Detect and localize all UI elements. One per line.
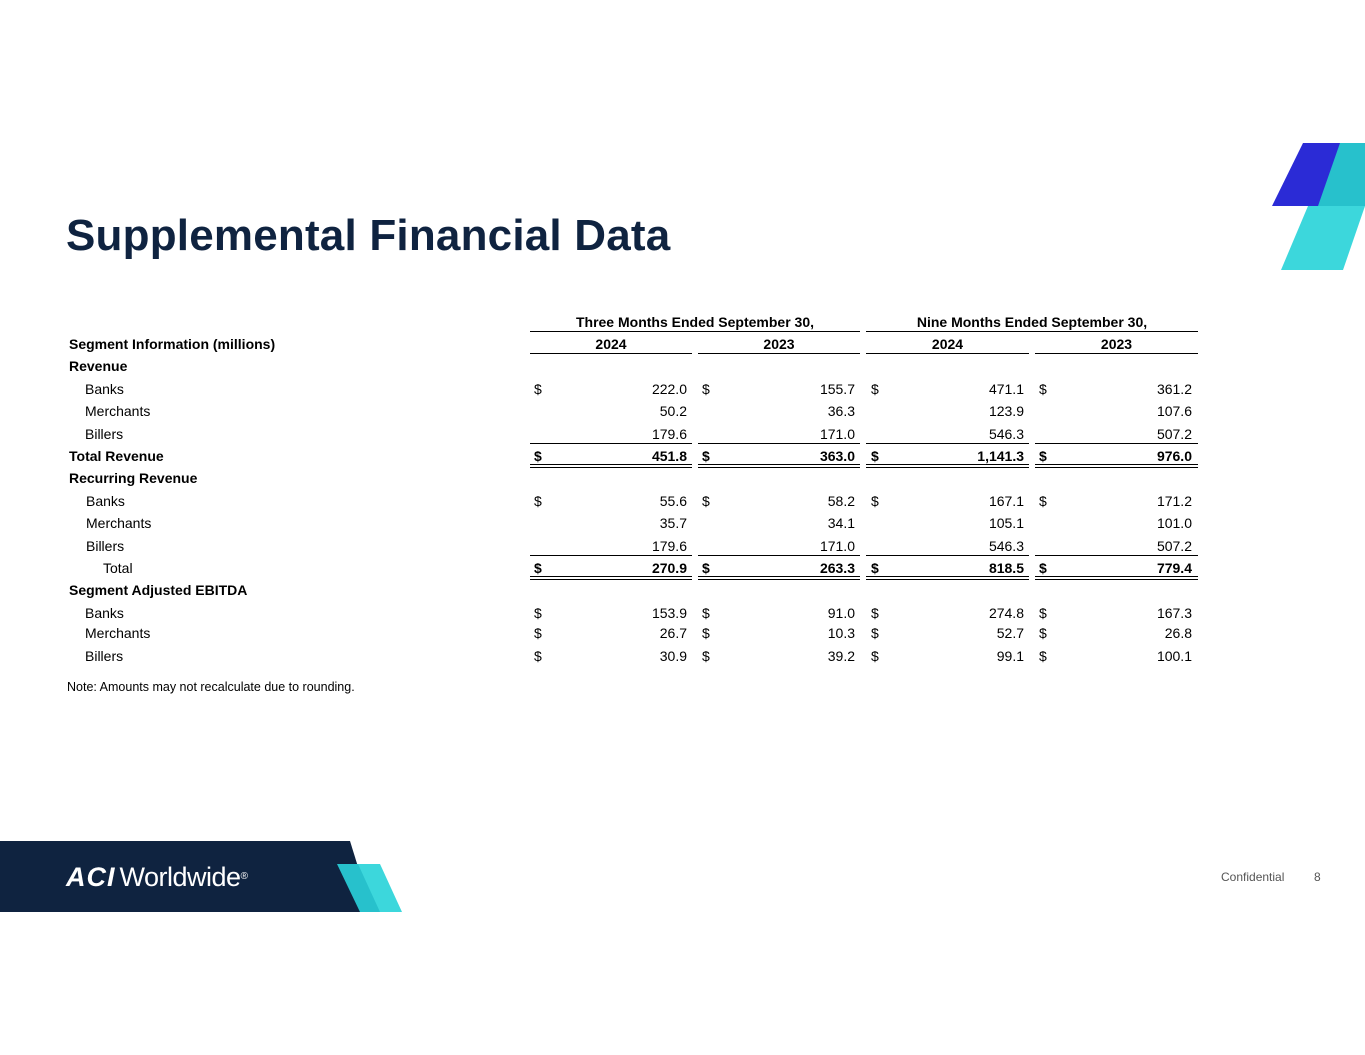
total-double-rule [866,464,1029,468]
value-cell: 35.7 [659,515,687,531]
currency-symbol: $ [534,493,542,509]
currency-symbol: $ [702,381,710,397]
total-double-rule [530,464,692,468]
row-label: Billers [85,426,124,442]
value-cell: 36.3 [827,403,855,419]
value-cell: 26.7 [659,625,687,641]
total-double-rule [698,464,860,468]
value-cell: 153.9 [651,605,687,621]
aci-worldwide-logo [66,862,248,892]
currency-symbol: $ [871,625,879,641]
value-cell: 222.0 [651,381,687,397]
subtotal-rule [866,443,1029,444]
value-cell: 107.6 [1156,403,1192,419]
value-cell: 779.4 [1156,560,1192,576]
group-header-rule [530,331,860,332]
value-cell: 451.8 [651,448,687,464]
year-header: 2023 [1100,336,1133,352]
year-header-rule [1035,353,1198,354]
currency-symbol: $ [871,648,879,664]
currency-symbol: $ [702,493,710,509]
value-cell: 263.3 [819,560,855,576]
total-double-rule [1035,576,1198,580]
currency-symbol: $ [534,560,542,576]
page-number: 8 [1314,870,1321,884]
value-cell: 976.0 [1156,448,1192,464]
row-label: Banks [85,605,124,621]
subtotal-rule [866,555,1029,556]
currency-symbol: $ [1039,493,1047,509]
value-cell: 179.6 [651,426,687,442]
value-cell: 100.1 [1156,648,1192,664]
value-cell: 105.1 [988,515,1024,531]
value-cell: 179.6 [651,538,687,554]
value-cell: 507.2 [1156,538,1192,554]
group-header-three-months: Three Months Ended September 30, [575,314,815,330]
logo-mark: ACI [66,862,116,892]
value-cell: 363.0 [819,448,855,464]
section-label-recurring-revenue: Recurring Revenue [69,470,198,486]
currency-symbol: $ [871,381,879,397]
currency-symbol: $ [702,448,710,464]
value-cell: 471.1 [988,381,1024,397]
year-header: 2024 [595,336,627,352]
value-cell: 26.8 [1164,625,1192,641]
subtotal-rule [698,443,860,444]
currency-symbol: $ [702,560,710,576]
confidential-label: Confidential [1221,870,1285,884]
value-cell: 818.5 [988,560,1024,576]
value-cell: 99.1 [996,648,1024,664]
value-cell: 55.6 [659,493,687,509]
value-cell: 1,141.3 [977,448,1024,464]
value-cell: 167.1 [988,493,1024,509]
value-cell: 361.2 [1156,381,1192,397]
value-cell: 50.2 [659,403,687,419]
value-cell: 39.2 [827,648,855,664]
year-header-rule [530,353,692,354]
currency-symbol: $ [1039,448,1047,464]
value-cell: 546.3 [988,426,1024,442]
section-label-revenue: Revenue [69,358,128,374]
group-header-rule [866,331,1198,332]
year-header: 2023 [763,336,795,352]
currency-symbol: $ [702,648,710,664]
rounding-note: Note: Amounts may not recalculate due to rounding. [67,680,355,694]
row-label: Merchants [85,625,151,641]
value-cell: 171.0 [819,426,855,442]
currency-symbol: $ [1039,381,1047,397]
value-cell: 101.0 [1156,515,1192,531]
value-cell: 52.7 [996,625,1024,641]
currency-symbol: $ [1039,605,1047,621]
subtotal-rule [530,443,692,444]
logo-registered-mark: ® [240,871,248,882]
currency-symbol: $ [871,448,879,464]
row-label: Merchants [85,403,151,419]
subtotal-rule [1035,555,1198,556]
row-label-recurring-total: Total [103,560,133,576]
value-cell: 546.3 [988,538,1024,554]
row-label: Billers [85,648,124,664]
currency-symbol: $ [534,448,542,464]
subtotal-rule [1035,443,1198,444]
value-cell: 30.9 [659,648,687,664]
currency-symbol: $ [1039,648,1047,664]
value-cell: 274.8 [988,605,1024,621]
currency-symbol: $ [702,605,710,621]
value-cell: 507.2 [1156,426,1192,442]
row-label-total-revenue: Total Revenue [69,448,164,464]
total-double-rule [866,576,1029,580]
currency-symbol: $ [871,560,879,576]
segment-info-header: Segment Information (millions) [69,336,276,352]
total-double-rule [1035,464,1198,468]
row-label: Banks [85,381,124,397]
page-title: Supplemental Financial Data [66,211,671,260]
value-cell: 167.3 [1156,605,1192,621]
currency-symbol: $ [702,625,710,641]
value-cell: 10.3 [827,625,855,641]
currency-symbol: $ [871,493,879,509]
value-cell: 171.2 [1156,493,1192,509]
value-cell: 171.0 [819,538,855,554]
value-cell: 91.0 [827,605,855,621]
currency-symbol: $ [534,605,542,621]
currency-symbol: $ [534,648,542,664]
subtotal-rule [530,555,692,556]
year-header-rule [698,353,860,354]
section-label-segment-adjusted-ebitda: Segment Adjusted EBITDA [69,582,248,598]
row-label: Billers [86,538,125,554]
currency-symbol: $ [1039,625,1047,641]
value-cell: 270.9 [651,560,687,576]
currency-symbol: $ [534,381,542,397]
total-double-rule [530,576,692,580]
total-double-rule [698,576,860,580]
row-label: Merchants [86,515,152,531]
row-label: Banks [86,493,125,509]
subtotal-rule [698,555,860,556]
value-cell: 34.1 [827,515,855,531]
currency-symbol: $ [1039,560,1047,576]
currency-symbol: $ [871,605,879,621]
value-cell: 58.2 [827,493,855,509]
logo-wordmark: Worldwide [119,862,241,892]
group-header-nine-months: Nine Months Ended September 30, [916,314,1148,330]
year-header: 2024 [931,336,964,352]
value-cell: 155.7 [819,381,855,397]
currency-symbol: $ [534,625,542,641]
year-header-rule [866,353,1029,354]
value-cell: 123.9 [988,403,1024,419]
